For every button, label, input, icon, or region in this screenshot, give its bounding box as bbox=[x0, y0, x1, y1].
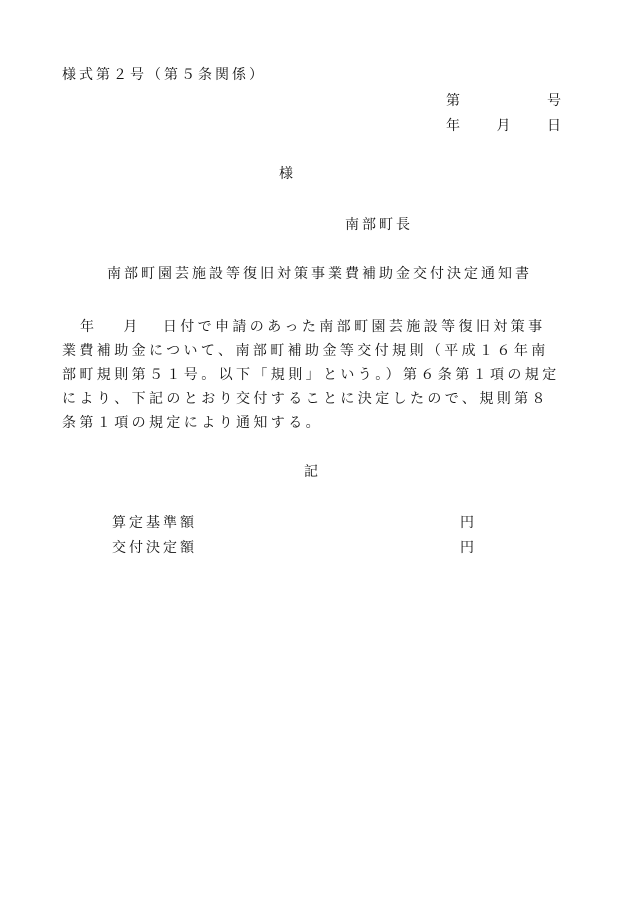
issue-date-year: 年 bbox=[446, 118, 460, 134]
document-number-suffix: 号 bbox=[547, 93, 561, 109]
sender-name: 南部町長 bbox=[345, 217, 413, 233]
form-label: 様式第２号（第５条関係） bbox=[62, 67, 266, 83]
issue-date-row bbox=[446, 117, 561, 135]
issue-date-day: 日 bbox=[547, 118, 561, 134]
amount-label: 算定基準額 bbox=[112, 515, 197, 531]
amount-unit: 円 bbox=[460, 540, 477, 556]
amount-label: 交付決定額 bbox=[112, 540, 197, 556]
issue-date-month: 月 bbox=[496, 118, 511, 134]
amount-row-grant-decision bbox=[112, 539, 477, 557]
body-text: 日付で申請のあった南部町園芸施設等復旧対策事業費補助金について、南部町補助金等交付規則（平成１６年南部町規則第５１号。以下「規則」という。）第６条第１項の規定により、下記のとおり交付することに決定したので、規則第８条第１項の規定により通知する。 bbox=[62, 319, 560, 431]
body-date-year: 年 bbox=[80, 319, 98, 335]
body-date-month: 月 bbox=[123, 319, 141, 335]
document-number-row bbox=[446, 92, 561, 110]
document-number-prefix: 第 bbox=[446, 93, 460, 109]
amount-row-calculation-base bbox=[112, 514, 477, 532]
document-title: 南部町園芸施設等復旧対策事業費補助金交付決定通知書 bbox=[107, 266, 532, 282]
amount-unit: 円 bbox=[460, 515, 477, 531]
ki-heading: 記 bbox=[304, 464, 321, 480]
notice-body bbox=[62, 315, 562, 435]
recipient-honorific: 様 bbox=[279, 166, 296, 182]
